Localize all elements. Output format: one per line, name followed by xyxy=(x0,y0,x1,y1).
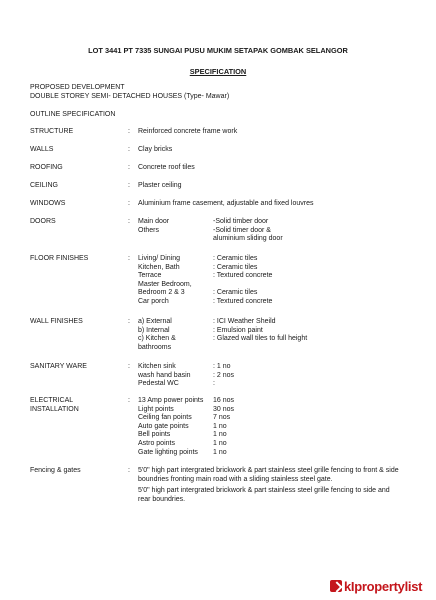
doors-items: Main door Others xyxy=(138,218,170,234)
floor-finishes-colon: : xyxy=(128,255,130,262)
wall-finishes-values: : ICI Weather Sheild : Emulsion paint : Glazed wall tiles to full height xyxy=(213,318,308,343)
ceiling-label: CEILING xyxy=(30,182,59,189)
walls-label: WALLS xyxy=(30,146,54,153)
electrical-items: 13 Amp power points Light points Ceiling fan points Auto gate points Bell points Astro points Gate lighting points xyxy=(138,397,204,456)
doors-values: -Solid timber door -Solid timer door & aluminium sliding door xyxy=(213,218,283,243)
structure-label: STRUCTURE xyxy=(30,128,74,135)
specification-title: SPECIFICATION xyxy=(189,67,247,76)
roofing-colon: : xyxy=(128,164,130,171)
structure-colon: : xyxy=(128,128,130,135)
roofing-label: ROOFING xyxy=(30,164,63,171)
floor-finishes-label: FLOOR FINISHES xyxy=(30,255,89,262)
sanitary-ware-label: SANITARY WARE xyxy=(30,363,87,370)
wall-finishes-items: a) External b) Internal c) Kitchen & bathrooms xyxy=(138,318,176,351)
windows-colon: : xyxy=(128,200,130,207)
floor-finishes-items: Living/ Dining Kitchen, Bath Terrace Master Bedroom, Bedroom 2 & 3 Car porch xyxy=(138,255,192,305)
wall-finishes-colon: : xyxy=(128,318,130,325)
structure-value: Reinforced concrete frame work xyxy=(138,128,238,135)
walls-colon: : xyxy=(128,146,130,153)
house-type-line: DOUBLE STOREY SEMI- DETACHED HOUSES (Type- Mawar) xyxy=(30,93,230,100)
fencing-colon: : xyxy=(128,467,130,474)
wall-finishes-label: WALL FINISHES xyxy=(30,318,83,325)
check-mark-icon xyxy=(330,580,342,592)
ceiling-colon: : xyxy=(128,182,130,189)
watermark-text: kIpropertylist xyxy=(344,578,423,594)
proposed-development-line: PROPOSED DEVELOPMENT xyxy=(30,84,125,91)
sanitary-ware-colon: : xyxy=(128,363,130,370)
floor-finishes-values: : Ceramic tiles : Ceramic tiles : Textured concrete : Ceramic tiles : Textured concrete xyxy=(213,255,273,305)
roofing-value: Concrete roof tiles xyxy=(138,164,195,171)
electrical-colon: : xyxy=(128,397,130,404)
ceiling-value: Plaster ceiling xyxy=(138,182,182,189)
lot-heading: LOT 3441 PT 7335 SUNGAI PUSU MUKIM SETAPAK GOMBAK SELANGOR xyxy=(88,46,348,55)
sanitary-ware-values: : 1 no : 2 nos : xyxy=(213,363,235,388)
walls-value: Clay bricks xyxy=(138,146,173,153)
electrical-label: ELECTRICAL INSTALLATION xyxy=(30,397,79,413)
klpropertylist-watermark xyxy=(330,578,422,594)
fencing-label: Fencing & gates xyxy=(30,467,81,474)
fencing-text-front: 5'0" high part intergrated brickwork & part stainless steel grille fencing to front & side boundries fronting main road with a sliding stainless steel gate. xyxy=(138,467,399,483)
windows-value: Aluminium frame casement, adjustable and fixed louvres xyxy=(138,200,314,207)
fencing-text-rear: 5'0" high part intergrated brickwork & part stainless steel grille fencing to side and rear boundries. xyxy=(138,487,390,503)
doors-colon: : xyxy=(128,218,130,225)
sanitary-ware-items: Kitchen sink wash hand basin Pedestal WC xyxy=(138,363,191,388)
outline-spec-line: OUTLINE SPECIFICATION xyxy=(30,111,116,118)
electrical-values: 16 nos 30 nos 7 nos 1 no 1 no 1 no 1 no xyxy=(213,397,235,456)
doors-label: DOORS xyxy=(30,218,56,225)
windows-label: WINDOWS xyxy=(30,200,66,207)
